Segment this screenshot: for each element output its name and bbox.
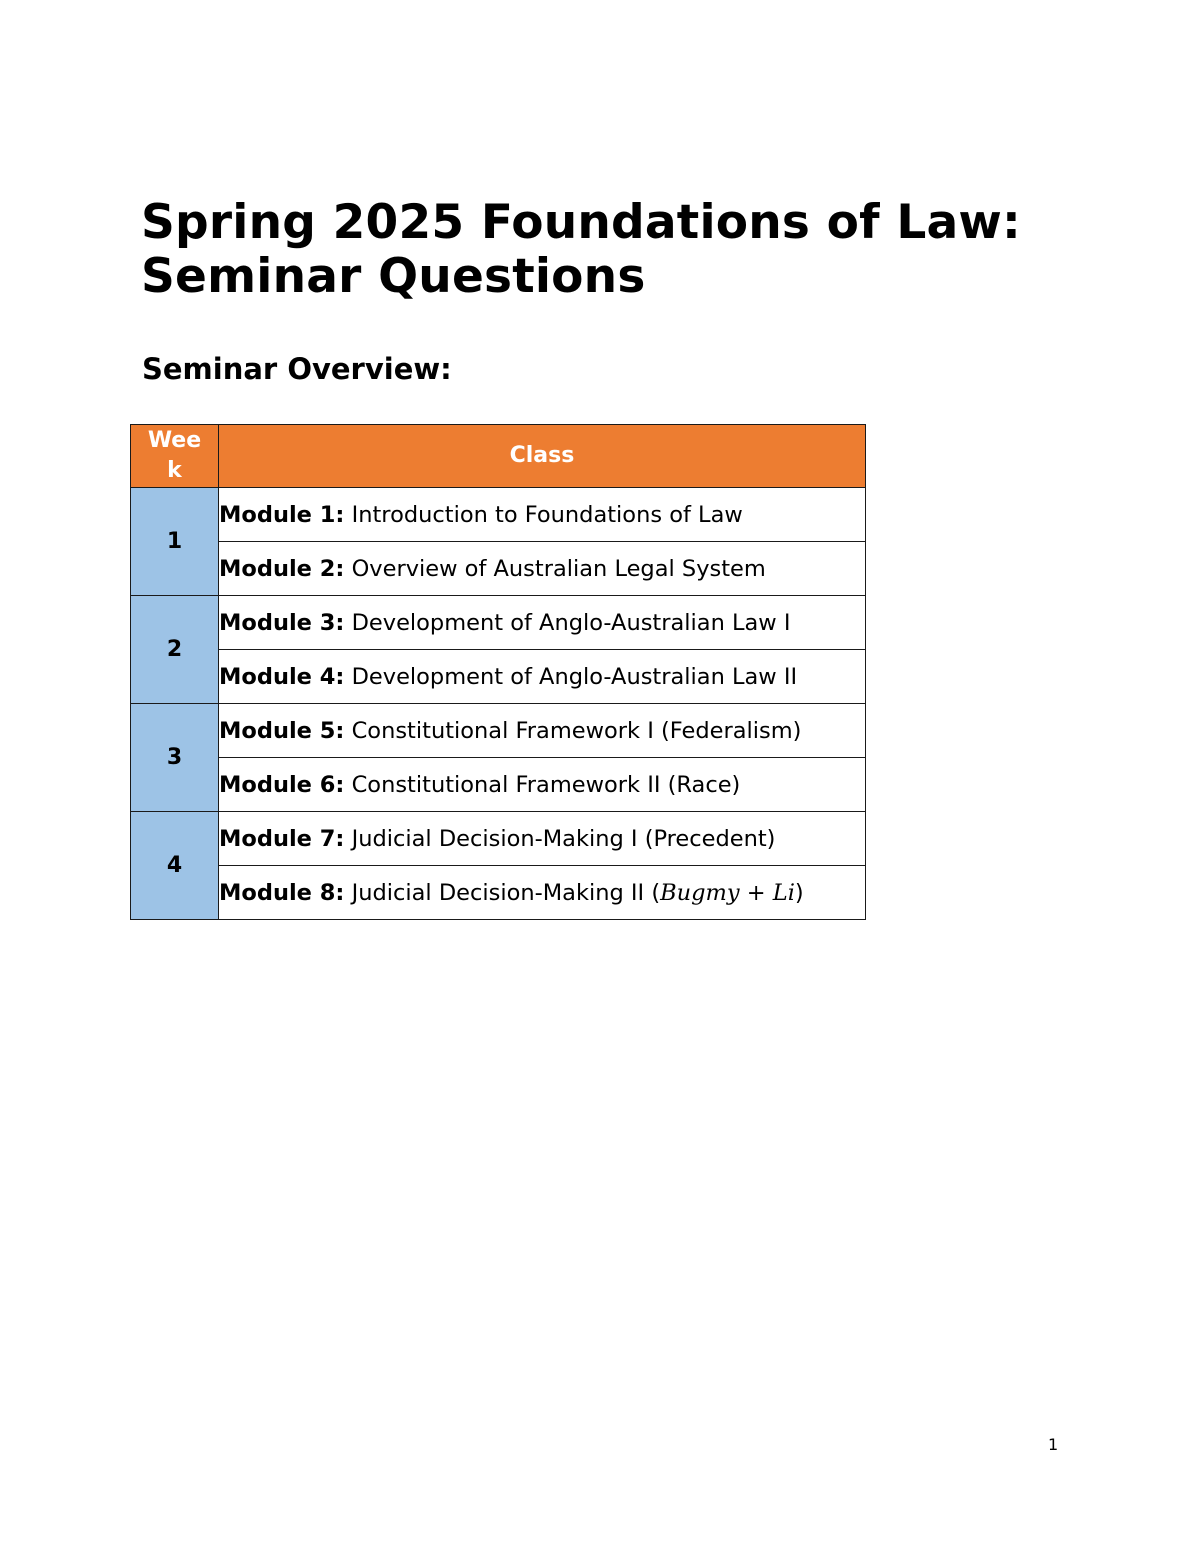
- table-header-row: [131, 425, 866, 488]
- module-title-suffix: ): [794, 879, 804, 906]
- module-label: Module 4:: [219, 663, 345, 690]
- module-label: Module 5:: [219, 717, 345, 744]
- module-label: Module 6:: [219, 771, 345, 798]
- table-row: [131, 812, 866, 866]
- module-title: Development of Anglo-Australian Law I: [351, 609, 791, 636]
- plus-sign: +: [739, 879, 773, 906]
- table-row: [131, 596, 866, 650]
- module-cell: [219, 866, 866, 920]
- module-title: Introduction to Foundations of Law: [351, 501, 743, 528]
- module-title: [352, 880, 804, 906]
- table-row: [131, 758, 866, 812]
- module-cell: [219, 650, 866, 704]
- module-cell: [219, 704, 866, 758]
- week-cell: 1: [131, 488, 219, 596]
- module-cell: [219, 542, 866, 596]
- table-row: [131, 866, 866, 920]
- module-label: Module 3:: [219, 609, 345, 636]
- case-name-math: [660, 880, 795, 906]
- module-label: Module 2:: [219, 555, 345, 582]
- module-title: Constitutional Framework I (Federalism): [351, 717, 802, 744]
- week-cell: 2: [131, 596, 219, 704]
- table-row: [131, 650, 866, 704]
- module-title: Constitutional Framework II (Race): [351, 771, 741, 798]
- module-label: Module 8:: [219, 879, 345, 906]
- module-cell: [219, 596, 866, 650]
- document-title: [141, 196, 1021, 304]
- case-name-bugmy: Bugmy: [660, 879, 740, 906]
- document-title-line-1: Spring 2025 Foundations of Law:: [141, 195, 1022, 250]
- document-title-line-2: Seminar Questions: [141, 249, 646, 304]
- module-cell: [219, 812, 866, 866]
- page-number: 1: [1048, 1435, 1059, 1454]
- table-row: [131, 704, 866, 758]
- case-name-li: Li: [772, 879, 795, 906]
- module-title: Development of Anglo-Australian Law II: [351, 663, 798, 690]
- module-title: Judicial Decision-Making I (Precedent): [351, 825, 776, 852]
- section-heading: Seminar Overview:: [142, 352, 452, 386]
- table-row: [131, 488, 866, 542]
- module-title-prefix: Judicial Decision-Making II (: [351, 879, 661, 906]
- week-cell: 4: [131, 812, 219, 920]
- module-label: Module 7:: [219, 825, 345, 852]
- table-row: [131, 542, 866, 596]
- module-cell: [219, 488, 866, 542]
- week-column-header: Week: [131, 425, 219, 488]
- module-label: Module 1:: [219, 501, 345, 528]
- class-column-header: Class: [219, 425, 866, 488]
- module-cell: [219, 758, 866, 812]
- week-cell: 3: [131, 704, 219, 812]
- module-title: Overview of Australian Legal System: [351, 555, 766, 582]
- seminar-overview-table: [130, 424, 866, 920]
